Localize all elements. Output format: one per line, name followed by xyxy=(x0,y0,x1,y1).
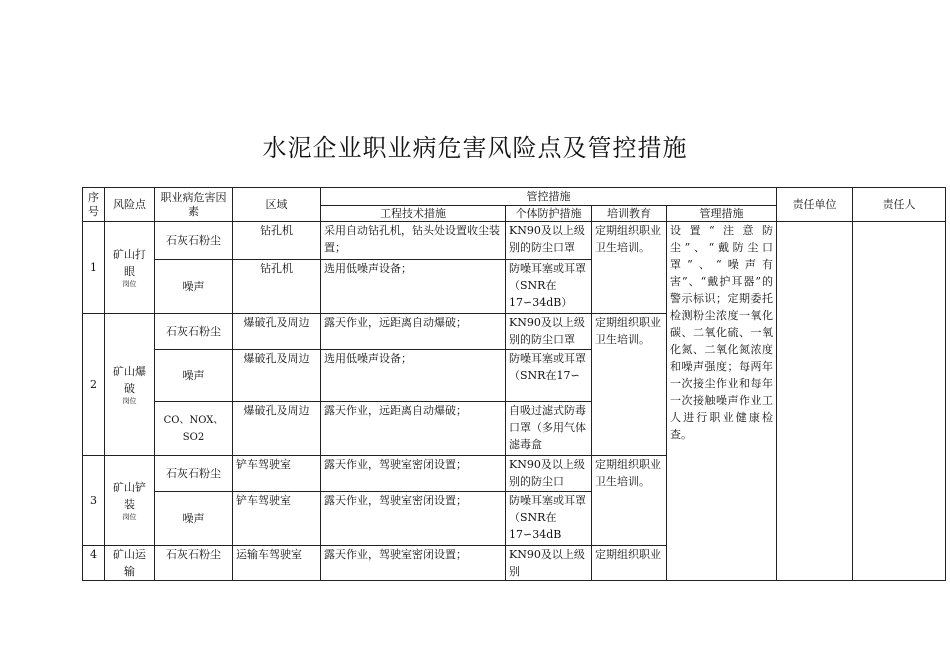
ppe-cell: 自吸过滤式防毒口罩（多用气体滤毒盒 xyxy=(506,402,592,456)
engineering-cell: 露天作业，驾驶室密闭设置； xyxy=(321,546,506,581)
header-area: 区域 xyxy=(233,188,321,222)
area-cell: 运输车驾驶室 xyxy=(233,546,321,581)
risk-point-name: 矿山运输 xyxy=(113,548,146,578)
ppe-cell: 防噪耳塞或耳罩（SNR在17∽34dB） xyxy=(506,260,592,314)
risk-point-post: 岗位 xyxy=(122,280,137,288)
header-engineering: 工程技术措施 xyxy=(321,206,506,222)
header-control: 管控措施 xyxy=(321,188,777,206)
header-person: 责任人 xyxy=(853,188,946,222)
engineering-cell: 露天作业，远距离自动爆破； xyxy=(321,402,506,456)
group-no: 3 xyxy=(83,456,105,546)
unit-cell xyxy=(777,222,853,581)
area-cell: 钻孔机 xyxy=(233,260,321,314)
risk-point-name: 矿山打眼 xyxy=(113,248,146,278)
risk-point-name: 矿山爆破 xyxy=(113,365,146,395)
hazard-cell: 石灰石粉尘 xyxy=(155,546,233,581)
risk-point-post: 岗位 xyxy=(122,397,137,405)
risk-point-post: 岗位 xyxy=(122,513,137,521)
engineering-cell: 选用低噪声设备； xyxy=(321,260,506,314)
area-cell: 钻孔机 xyxy=(233,222,321,260)
risk-control-table xyxy=(82,187,946,581)
header-ppe: 个体防护措施 xyxy=(506,206,592,222)
area-cell: 爆破孔及周边 xyxy=(233,402,321,456)
header-unit: 责任单位 xyxy=(777,188,853,222)
ppe-cell: KN90及以上级别的防尘口罩 xyxy=(506,314,592,350)
risk-point-cell xyxy=(105,546,155,581)
area-cell: 铲车驾驶室 xyxy=(233,492,321,546)
risk-point-cell xyxy=(105,222,155,314)
training-cell: 定期组织职业卫生培训。 xyxy=(592,314,667,456)
group-no: 1 xyxy=(83,222,105,314)
document-title: 水泥企业职业病危害风险点及管控措施 xyxy=(262,134,688,162)
engineering-cell: 选用低噪声设备； xyxy=(321,350,506,402)
risk-point-cell xyxy=(105,456,155,546)
ppe-cell: 防噪耳塞或耳罩（SNR在17∽34dB xyxy=(506,492,592,546)
hazard-cell: 噪声 xyxy=(155,492,233,546)
risk-point-name: 矿山铲装 xyxy=(113,481,146,511)
ppe-cell: KN90及以上级别 xyxy=(506,546,592,581)
engineering-cell: 露天作业，驾驶室密闭设置； xyxy=(321,492,506,546)
training-cell: 定期组织职业卫生培训。 xyxy=(592,222,667,314)
hazard-cell: CO、NOX、SO2 xyxy=(155,402,233,456)
training-cell: 定期组织职业卫生培训。 xyxy=(592,456,667,546)
hazard-cell: 石灰石粉尘 xyxy=(155,222,233,260)
hazard-cell: 噪声 xyxy=(155,350,233,402)
engineering-cell: 露天作业，驾驶室密闭设置； xyxy=(321,456,506,492)
header-risk-point: 风险点 xyxy=(105,188,155,222)
ppe-cell: 防噪耳塞或耳罩（SNR在17∽ xyxy=(506,350,592,402)
ppe-cell: KN90及以上级别的防尘口 xyxy=(506,456,592,492)
table-row xyxy=(83,222,946,260)
training-cell: 定期组织职业 xyxy=(592,546,667,581)
header-hazard: 职业病危害因素 xyxy=(155,188,233,222)
header-management: 管理措施 xyxy=(667,206,777,222)
hazard-cell: 石灰石粉尘 xyxy=(155,314,233,350)
risk-point-cell xyxy=(105,314,155,456)
group-no: 4 xyxy=(83,546,105,581)
management-cell: 设置“注意防尘”、“戴防尘口罩”、“噪声有害”、“戴护耳器”的警示标识；定期委托检测粉尘浓度一氧化碳、二氧化硫、一氧化氮、二氧化氮浓度和噪声强度；每两年一次接尘作业和每年一次接触噪声作业工人进行职业健康检查。 xyxy=(667,222,777,581)
header-training: 培训教育 xyxy=(592,206,667,222)
header-no: 序号 xyxy=(83,188,105,222)
engineering-cell: 采用自动钻孔机，钻头处设置收尘装置； xyxy=(321,222,506,260)
hazard-cell: 石灰石粉尘 xyxy=(155,456,233,492)
engineering-cell: 露天作业，远距离自动爆破； xyxy=(321,314,506,350)
area-cell: 爆破孔及周边 xyxy=(233,314,321,350)
hazard-cell: 噪声 xyxy=(155,260,233,314)
area-cell: 铲车驾驶室 xyxy=(233,456,321,492)
area-cell: 爆破孔及周边 xyxy=(233,350,321,402)
ppe-cell: KN90及以上级别的防尘口罩 xyxy=(506,222,592,260)
group-no: 2 xyxy=(83,314,105,456)
person-cell xyxy=(853,222,946,581)
